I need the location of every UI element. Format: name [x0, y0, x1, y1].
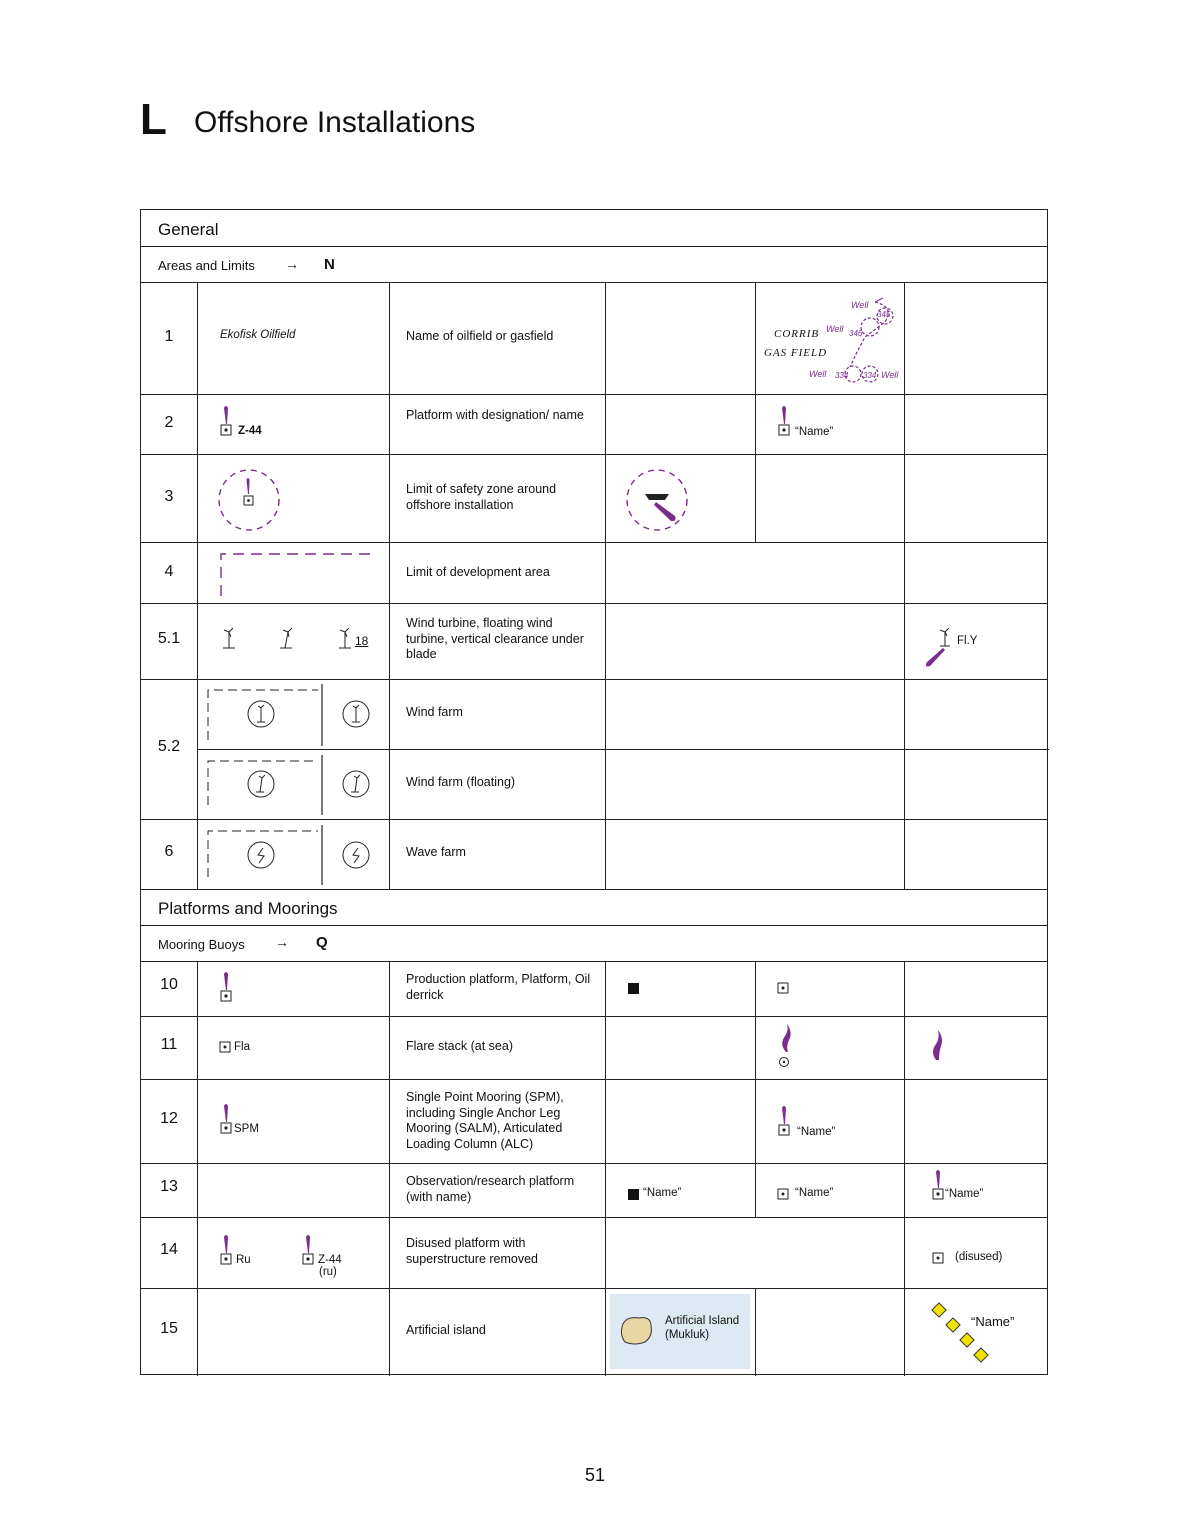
- rule: [197, 749, 1049, 750]
- development-area-limit-icon: [217, 550, 372, 598]
- well-label: Well: [826, 324, 844, 334]
- observation-name-label: “Name”: [795, 1187, 834, 1199]
- row-description: Single Point Mooring (SPM), including Single Anchor Leg Mooring (SALM), Articulated Loading Column (ALC): [406, 1090, 564, 1151]
- rule: [141, 1288, 1047, 1289]
- row-number: 5.1: [157, 630, 181, 647]
- wind-farm-icon: [203, 684, 383, 748]
- spm-name-label: “Name”: [797, 1126, 836, 1138]
- section-title-platforms: Platforms and Moorings: [158, 899, 338, 918]
- row-description: Artificial island: [406, 1323, 486, 1337]
- row-description: Name of oilfield or gasfield: [406, 329, 554, 343]
- rule: [141, 1079, 1047, 1080]
- disused-designation: Z-44: [318, 1254, 342, 1266]
- platform-square-dot-icon: [777, 982, 791, 996]
- artificial-island-label: Artificial Island: [665, 1315, 740, 1327]
- flare-stack-square-dot-icon: [219, 1041, 233, 1055]
- well-label: Well: [881, 370, 899, 380]
- observation-filled-square-icon: [627, 1188, 641, 1202]
- row-number: 13: [160, 1178, 178, 1195]
- floating-wind-farm-icon: [203, 755, 383, 819]
- row-number: 5.2: [157, 738, 181, 755]
- page-number: 51: [584, 1465, 606, 1485]
- column-rule: [197, 282, 198, 889]
- artificial-island-name-label: “Name”: [971, 1314, 1015, 1329]
- chapter-letter: L: [140, 95, 167, 144]
- rule: [141, 1163, 1047, 1164]
- row-number: 14: [160, 1241, 178, 1258]
- flare-label: Fla: [234, 1041, 250, 1053]
- column-rule: [605, 961, 606, 1376]
- rule: [141, 679, 1047, 680]
- clearance-value: 18: [355, 634, 369, 648]
- row-number: 11: [160, 1036, 178, 1053]
- reference-arrow-icon: →: [275, 934, 289, 950]
- symbol-table: [140, 209, 1048, 1375]
- row-description: Limit of safety zone around offshore installation: [406, 482, 557, 512]
- rule: [141, 1016, 1047, 1017]
- rule: [141, 925, 1047, 926]
- platform-designation: Z-44: [238, 425, 262, 437]
- row-number: 6: [164, 843, 174, 860]
- row-number: 1: [164, 328, 174, 345]
- well-number: 345: [877, 310, 891, 319]
- observation-name-label: “Name”: [945, 1188, 984, 1200]
- row-description: Production platform, Platform, Oil derrick: [406, 972, 591, 1002]
- rule: [141, 603, 1047, 604]
- row-description: Platform with designation/ name: [406, 408, 584, 422]
- well-label: Well: [809, 369, 827, 379]
- subsection-areas-limits: Areas and Limits: [158, 258, 255, 273]
- well-label: Well: [851, 300, 869, 310]
- flare-icon: [931, 1028, 947, 1064]
- observation-name-label: “Name”: [643, 1187, 682, 1199]
- column-rule: [755, 961, 756, 1217]
- row-description: Disused platform with superstructure removed: [406, 1236, 539, 1266]
- light-characteristic: Fl.Y: [957, 635, 978, 647]
- reference-section-n: N: [324, 256, 335, 273]
- rule: [141, 282, 1047, 283]
- reference-section-q: Q: [316, 934, 328, 951]
- safety-zone-paper-chart-icon: [625, 468, 689, 532]
- safety-zone-icon: [217, 468, 281, 532]
- row-description: Wind turbine, floating wind turbine, vertical clearance under blade: [406, 616, 584, 661]
- rule: [141, 542, 1047, 543]
- spm-label: SPM: [234, 1123, 259, 1135]
- row-description: Wind farm: [406, 705, 463, 719]
- rule: [141, 889, 1047, 890]
- row-description: Wave farm: [406, 845, 466, 859]
- disused-square-dot-icon: [932, 1252, 946, 1266]
- platform-light-icon: [219, 404, 239, 438]
- rule: [141, 961, 1047, 962]
- disused-label: (disused): [955, 1251, 1003, 1263]
- row-number: 15: [160, 1320, 178, 1337]
- floating-wind-turbine-icon: [277, 626, 297, 652]
- row-number: 2: [164, 414, 174, 431]
- rule: [141, 246, 1047, 247]
- reference-arrow-icon: →: [285, 256, 299, 272]
- column-rule: [197, 961, 198, 1376]
- row-number: 12: [160, 1110, 178, 1127]
- artificial-island-sublabel: (Mukluk): [665, 1329, 710, 1341]
- rule: [141, 454, 1047, 455]
- well-number: 334: [863, 371, 877, 380]
- column-rule: [389, 961, 390, 1376]
- platform-filled-square-icon: [627, 982, 641, 996]
- row-description: Wind farm (floating): [406, 775, 516, 789]
- column-rule: [605, 282, 606, 889]
- row-number: 4: [164, 563, 174, 580]
- gasfield-name-line2: GAS FIELD: [764, 347, 828, 359]
- spm-light-icon: [777, 1104, 797, 1138]
- observation-square-dot-icon: [777, 1188, 791, 1202]
- artificial-island-chain-icon: [931, 1302, 993, 1366]
- column-rule: [755, 1288, 756, 1376]
- section-title-general: General: [158, 220, 219, 239]
- column-rule: [904, 961, 905, 1376]
- row-description: Limit of development area: [406, 565, 550, 579]
- oilfield-name-example: Ekofisk Oilfield: [220, 329, 296, 341]
- rule: [141, 1217, 1047, 1218]
- row-number: 3: [164, 488, 174, 505]
- wave-farm-icon: [203, 825, 383, 889]
- artificial-island-icon: [617, 1314, 657, 1348]
- wind-turbine-icon: [219, 626, 239, 652]
- subsection-mooring-buoys: Mooring Buoys: [158, 937, 245, 952]
- well-number: 334: [835, 371, 849, 380]
- page-title: Offshore Installations: [194, 106, 476, 139]
- column-rule: [389, 282, 390, 889]
- row-number: 10: [160, 976, 178, 993]
- row-description: Observation/research platform (with name): [406, 1174, 575, 1204]
- rule: [141, 394, 1047, 395]
- platform-name-label: “Name”: [795, 426, 834, 438]
- well-number: 346: [849, 329, 863, 338]
- disused-ru-label: (ru): [319, 1266, 337, 1278]
- platform-light-icon: [219, 970, 239, 1004]
- flare-stack-circle-icon: [777, 1024, 797, 1070]
- wind-turbine-light-icon: [923, 626, 953, 670]
- wind-turbine-clearance-icon: [335, 626, 355, 652]
- row-description: Flare stack (at sea): [406, 1039, 513, 1053]
- platform-light-icon: [777, 404, 797, 438]
- rule: [141, 819, 1047, 820]
- gasfield-name-line1: CORRIB: [774, 328, 820, 340]
- ruin-label: Ru: [236, 1254, 251, 1266]
